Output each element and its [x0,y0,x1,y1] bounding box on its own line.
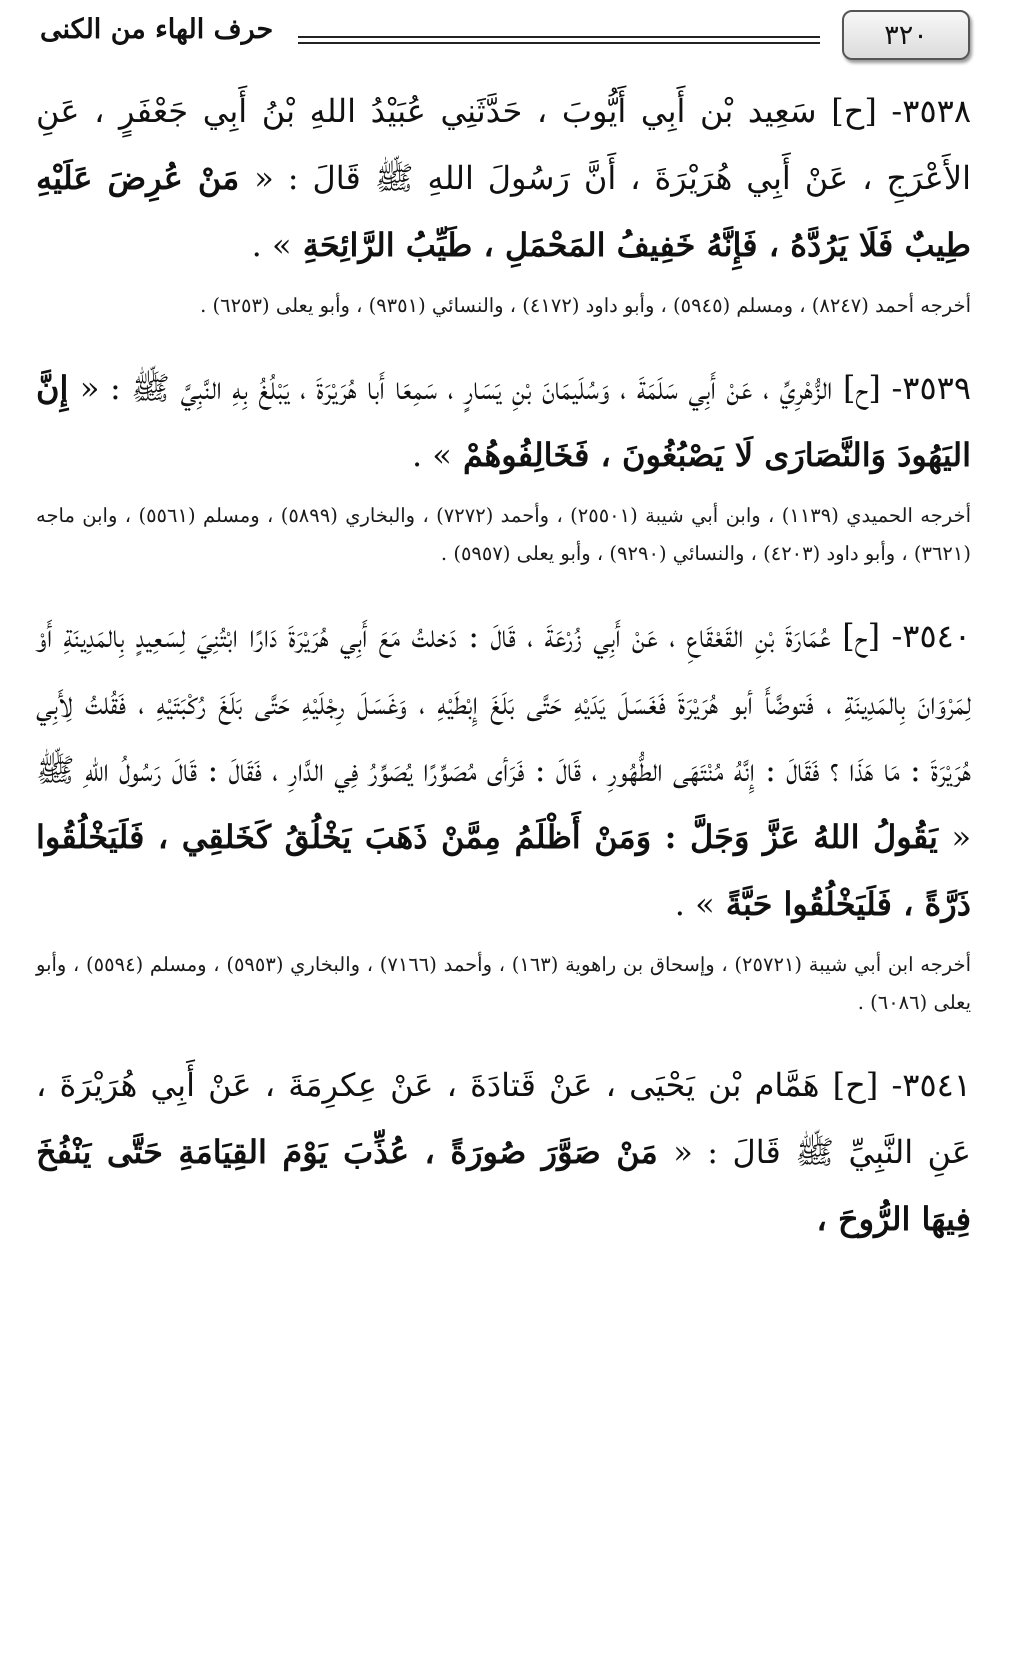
hadith-text [36,78,971,279]
hadith-matn: مَنْ صَوَّرَ صُورَةً ، عُذِّبَ يَوْمَ القِيَامَةِ حَتَّى يَنْفُخَ فِيهَا الرُّوحَ ، [36,1133,971,1238]
hadith-close: » . [251,226,292,264]
entry-spacer [36,1022,971,1052]
takhrij-note: أخرجه ابن أبي شيبة (٢٥٧٢١) ، وإسحاق بن راهوية (١٦٣) ، وأحمد (٧١٦٦) ، والبخاري (٥٩٥٣) ، ومسلم (٥٥٩٤) ، وأبو يعلى (٦٠٨٦) . [36,953,971,1014]
takhrij-note: أخرجه أحمد (٨٢٤٧) ، ومسلم (٥٩٤٥) ، وأبو داود (٤١٧٢) ، والنسائي (٩٣٥١) ، وأبو يعلى (٦٢٥٣) . [200,294,971,317]
hadith-entry-3539 [36,355,971,573]
hadith-close: » . [411,436,452,474]
hadith-entry-3541 [36,1052,971,1253]
page-number-badge [842,10,970,60]
hadith-entry-3538 [36,78,971,325]
takhrij-note: أخرجه الحميدي (١١٣٩) ، وابن أبي شيبة (٢٥٥٠١) ، وأحمد (٧٢٧٢) ، والبخاري (٥٨٩٩) ، ومسلم (٥٥٦١) ، وابن ماجه (٣٦٢١) ، وأبو داود (٤٢٠٣) ، والنسائي (٩٢٩٠) ، وأبو يعلى (٥٩٥٧) . [36,504,971,565]
header-rule-bottom [298,42,820,44]
chapter-title: حرف الهاء من الكنى [40,14,274,45]
hadith-matn: مَنْ عُرِضَ عَلَيْهِ طِيبٌ فَلَا يَرُدَّهُ ، فَإِنَّهُ خَفِيفُ المَحْمَلِ ، طَيِّبُ الرَّائِحَةِ [36,159,971,264]
page-content [36,78,971,1253]
hadith-matn: يَقُولُ اللهُ عَزَّ وَجَلَّ : وَمَنْ أَظْلَمُ مِمَّنْ ذَهَبَ يَخْلُقُ كَخَلقِي ، فَلَيَخْلُقُوا ذَرَّةً ، فَلَيَخْلُقُوا حَبَّةً [36,818,971,923]
hadith-close: » . [674,885,715,923]
header-rule-top [298,36,820,38]
hadith-isnad: ٣٥٤١- [ح] هَمَّام بْن يَحْيَى ، عَنْ قَتادَةَ ، عَنْ عِكرِمَةَ ، عَنْ أَبِي هُرَيْرَةَ ، عَنِ النَّبِيِّ ﷺ قَالَ : « [36,1066,972,1171]
hadith-isnad: ٣٥٣٩- [ح] الزُّهْرِيِّ ، عَنْ أَبِي سَلَمَةَ ، وَسُلَيمَانَ بْنِ يَسَارٍ ، سَمِعَا أَبا هُرَيْرَةَ ، يَبْلُغُ بِهِ النَّبِيَّ ﷺ : « [79,369,972,407]
entry-spacer [36,573,971,603]
page-header [36,8,974,60]
hadith-text [36,1052,971,1253]
hadith-text [36,603,971,938]
page-number: ٣٢٠ [884,19,928,51]
hadith-entry-3540 [36,603,971,1022]
entry-spacer [36,325,971,355]
hadith-text [36,355,971,489]
hadith-isnad: ٣٥٤٠- [ح] عُمَارَةَ بْنِ القَعْقَاعِ ، عَنْ أَبِي زُرْعَةَ ، قَالَ : دَخلتُ مَعَ أَبِي هُرَيْرَةَ دَارًا ابْتُنِيَ لِسَعِيدٍ بِالمَدِينَةِ أَوْ لِمَرْوَانَ بِالمَدِينَةِ ، فَتوضَّأَ أبو هُرَيْرَةَ فَغَسَلَ يَدَيْهِ حَتَّى بَلَغَ إِبْطَيْهِ ، وَغَسَلَ رِجْلَيْهِ حَتَّى بَلَغَ رُكْبَتَيْهِ ، فَقُلتُ لِأَبِي هُرَيْرَةَ : مَا هَذَا ؟ فَقَالَ : إِنَّهُ مُنْتَهَى الطُّهُورِ ، قَالَ : فَرَأى مُصَوِّرًا يُصَوِّرُ فِي الدَّارِ ، فَقَالَ : قَالَ رَسُولُ اللهِ ﷺ « [36,617,972,856]
hadith-matn: إِنَّ اليَهُودَ وَالنَّصَارَى لَا يَصْبُغُونَ ، فَخَالِفُوهُمْ [36,369,971,474]
hadith-isnad: ٣٥٣٨- [ح] سَعِيد بْن أَبِي أَيُّوبَ ، حَدَّثَنِي عُبَيْدُ اللهِ بْنُ أَبِي جَعْفَرٍ ، عَنِ الأَعْرَجِ ، عَنْ أَبِي هُرَيْرَةَ ، أَنَّ رَسُولَ اللهِ ﷺ قَالَ : « [36,92,971,197]
